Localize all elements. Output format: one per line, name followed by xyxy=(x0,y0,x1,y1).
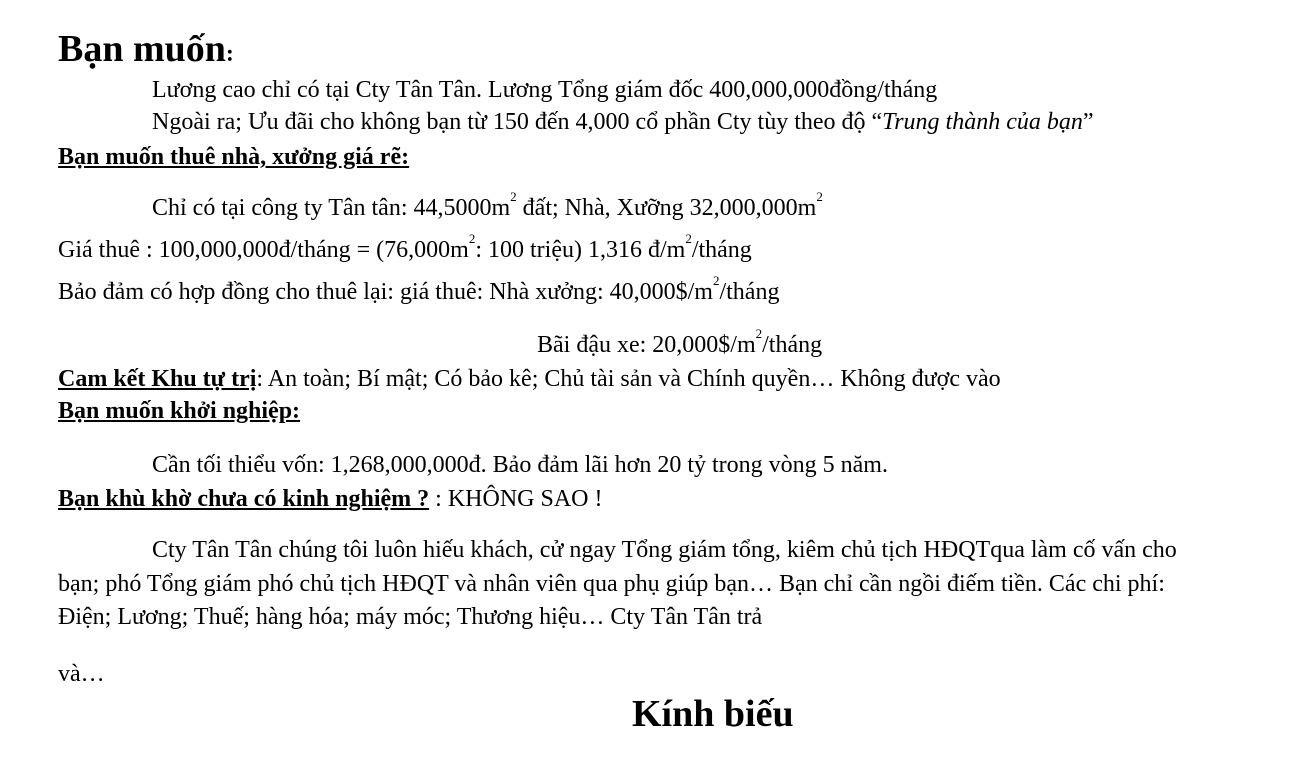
commitment-heading: Cam kết Khu tự trị xyxy=(58,366,257,392)
rent-price-line xyxy=(58,231,752,263)
rent-area-sup-2: 2 xyxy=(816,189,823,204)
paragraph-line-2: bạn; phó Tổng giám phó chủ tịch HĐQT và nhân viên qua phụ giúp bạn… Bạn chỉ cần ngồi điếm tiền. Các chi phí: xyxy=(58,571,1165,597)
title-colon: : xyxy=(225,41,234,67)
commitment-line xyxy=(58,367,1001,391)
salary-line-2 xyxy=(152,110,1094,134)
parking-sup: 2 xyxy=(755,326,763,341)
salary-line-2-text: Ngoài ra; Ưu đãi cho không bạn từ 150 đến 4,000 cổ phần Cty tùy theo độ “ xyxy=(152,109,883,135)
rent-area-text-a: Chỉ có tại công ty Tân tân: 44,5000m xyxy=(152,195,511,221)
paragraph-line-3: Điện; Lương; Thuế; hàng hóa; máy móc; Thương hiệu… Cty Tân Tân trả xyxy=(58,604,763,630)
inexperienced-line xyxy=(58,487,603,511)
rent-price-text-c: /tháng xyxy=(691,237,752,263)
parking-line xyxy=(537,326,823,358)
closing-text: Kính biếu xyxy=(632,693,794,735)
rent-price-text-b: : 100 triệu) 1,316 đ/m xyxy=(475,237,686,263)
rent-area-sup-1: 2 xyxy=(510,189,517,204)
salary-line-2-close-quote: ” xyxy=(1082,109,1094,135)
sublease-line xyxy=(58,273,780,305)
title-text: Bạn muốn xyxy=(58,28,226,70)
salary-line-1: Lương cao chỉ có tại Cty Tân Tân. Lương Tổng giám đốc 400,000,000đồng/tháng xyxy=(152,77,938,103)
inexperienced-heading: Bạn khù khờ chưa có kinh nghiệm ? xyxy=(58,486,430,512)
startup-text: Cần tối thiểu vốn: 1,268,000,000đ. Bảo đảm lãi hơn 20 tỷ trong vòng 5 năm. xyxy=(152,452,888,478)
startup-heading: Bạn muốn khởi nghiệp: xyxy=(58,398,301,424)
rent-price-text-a: Giá thuê : 100,000,000đ/tháng = (76,000m xyxy=(58,237,469,263)
parking-text-a: Bãi đậu xe: 20,000$/m xyxy=(537,332,756,358)
rent-price-sup-2: 2 xyxy=(685,231,692,246)
parking-text-b: /tháng xyxy=(762,332,823,358)
paragraph-line-1: Cty Tân Tân chúng tôi luôn hiếu khách, cử ngay Tổng giám tổng, kiêm chủ tịch HĐQTqua làm cố vấn cho xyxy=(152,537,1177,563)
page-title xyxy=(58,30,234,68)
rent-price-sup-1: 2 xyxy=(468,231,476,246)
rent-area-text-b: đất; Nhà, Xưỡng 32,000,000m xyxy=(516,195,817,221)
inexperienced-text: : KHÔNG SAO ! xyxy=(429,486,603,512)
sublease-sup: 2 xyxy=(712,273,720,288)
paragraph-line-4: và… xyxy=(58,661,105,687)
rent-heading: Bạn muốn thuê nhà, xưởng giá rẽ: xyxy=(58,144,410,170)
sublease-text-b: /tháng xyxy=(719,279,780,305)
rent-area-line xyxy=(152,189,823,221)
salary-line-2-italic: Trung thành của bạn xyxy=(882,109,1083,135)
sublease-text-a: Bảo đảm có hợp đồng cho thuê lại: giá thuê: Nhà xưởng: 40,000$/m xyxy=(58,279,713,305)
commitment-text: : An toàn; Bí mật; Có bảo kê; Chủ tài sản và Chính quyền… Không được vào xyxy=(256,366,1001,392)
